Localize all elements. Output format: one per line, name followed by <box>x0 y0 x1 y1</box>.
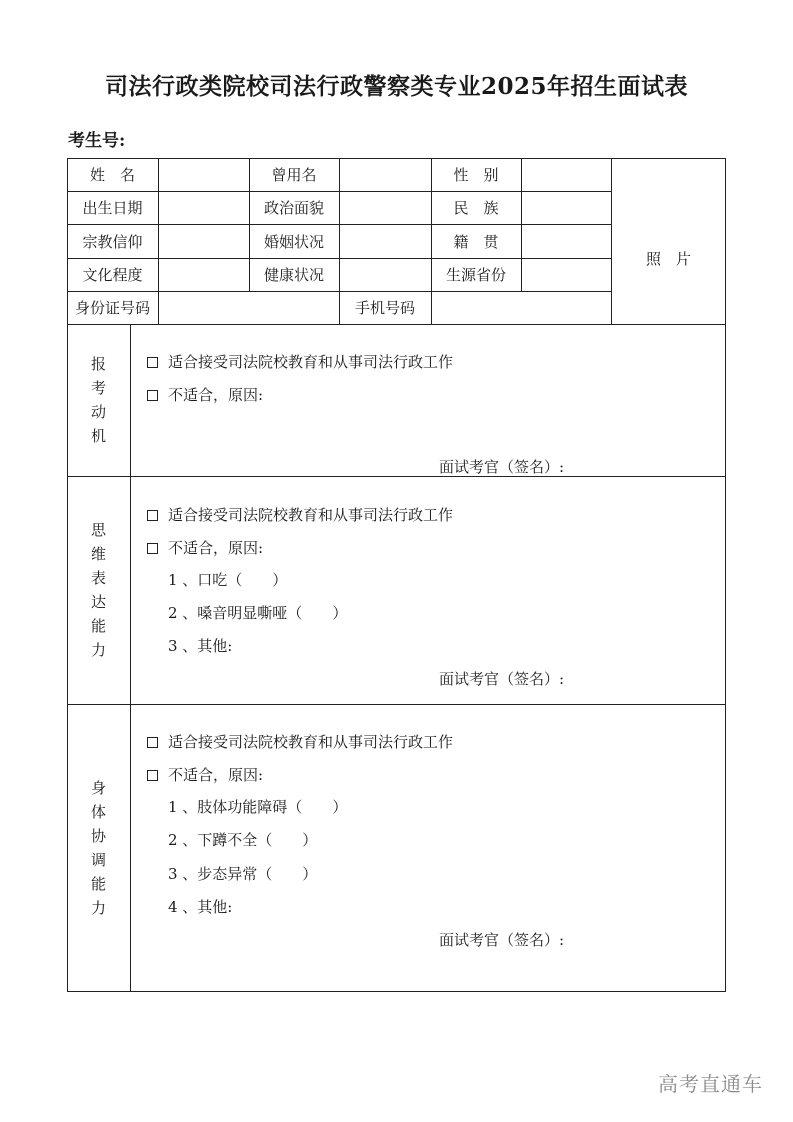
label-former-name: 曾用名 <box>271 166 317 184</box>
label-char: 表 <box>90 569 106 587</box>
label-char: 体 <box>90 803 106 821</box>
label-char: 考 <box>90 379 106 397</box>
checkbox-icon[interactable] <box>147 543 158 554</box>
label-id-number: 身份证号码 <box>74 299 150 317</box>
label-char: 协 <box>90 827 106 845</box>
label-ethnicity: 民 族 <box>453 199 499 217</box>
option-text: 不适合，原因: <box>168 766 264 784</box>
label-char: 思 <box>90 521 106 539</box>
label-char: 动 <box>90 403 106 421</box>
label-marital-status: 婚姻状况 <box>263 232 324 251</box>
coordination-reason-2: 2 、下蹲不全（ ） <box>168 831 318 849</box>
label-char: 身 <box>90 779 106 797</box>
coordination-reason-3: 3 、步态异常（ ） <box>168 865 318 883</box>
coordination-signature: 面试考官（签名）: <box>439 931 565 949</box>
checkbox-icon[interactable] <box>147 390 158 401</box>
coordination-reason-4: 4 、其他: <box>168 898 233 916</box>
label-religion: 宗教信仰 <box>82 232 143 251</box>
expression-signature: 面试考官（签名）: <box>439 670 565 688</box>
col-divider <box>521 158 522 292</box>
expression-reason-1: 1 、口吃（ ） <box>168 571 288 589</box>
option-text: 不适合，原因: <box>168 539 264 557</box>
option-text: 适合接受司法院校教育和从事司法行政工作 <box>168 506 454 524</box>
label-char: 能 <box>90 875 106 893</box>
option-text: 适合接受司法院校教育和从事司法行政工作 <box>168 733 454 751</box>
motivation-suitable-option[interactable] <box>147 352 453 372</box>
coordination-suitable-option[interactable] <box>147 732 453 752</box>
label-char: 维 <box>90 545 106 563</box>
checkbox-icon[interactable] <box>147 770 158 781</box>
checkbox-icon[interactable] <box>147 737 158 748</box>
label-name: 姓 名 <box>89 166 135 184</box>
section-label-coordination <box>67 704 130 992</box>
motivation-unsuitable-option[interactable] <box>147 385 263 405</box>
section-label-expression <box>67 476 130 704</box>
label-char: 力 <box>90 899 106 917</box>
watermark: 高考直通车 <box>658 1072 763 1096</box>
motivation-signature: 面试考官（签名）: <box>439 458 565 476</box>
checkbox-icon[interactable] <box>147 357 158 368</box>
label-birth-date: 出生日期 <box>82 199 143 217</box>
option-text: 不适合，原因: <box>168 386 264 404</box>
section-divider <box>67 476 726 477</box>
label-char: 报 <box>90 355 106 373</box>
option-text: 适合接受司法院校教育和从事司法行政工作 <box>168 353 454 371</box>
label-native-place: 籍 贯 <box>453 232 499 251</box>
label-education: 文化程度 <box>82 266 143 284</box>
label-char: 调 <box>90 851 106 869</box>
section-label-motivation <box>67 324 130 476</box>
label-political-status: 政治面貌 <box>263 199 324 217</box>
label-char: 机 <box>90 427 106 445</box>
photo-box: 照 片 <box>645 249 691 268</box>
col-divider <box>158 158 159 292</box>
label-col-divider <box>130 324 131 992</box>
label-char: 达 <box>90 593 106 611</box>
page-title: 司法行政类院校司法行政警察类专业2025年招生面试表 <box>104 73 688 100</box>
coordination-reason-1: 1 、肢体功能障碍（ ） <box>168 798 348 816</box>
exam-number-label: 考生号: <box>68 131 126 151</box>
label-phone: 手机号码 <box>354 299 415 317</box>
col-divider <box>158 291 159 324</box>
expression-reason-3: 3 、其他: <box>168 637 233 655</box>
label-char: 能 <box>90 617 106 635</box>
coordination-unsuitable-option[interactable] <box>147 765 263 785</box>
expression-suitable-option[interactable] <box>147 505 453 525</box>
expression-unsuitable-option[interactable] <box>147 538 263 558</box>
label-health: 健康状况 <box>263 266 324 284</box>
checkbox-icon[interactable] <box>147 510 158 521</box>
section-divider <box>67 704 726 705</box>
expression-reason-2: 2 、嗓音明显嘶哑（ ） <box>168 604 348 622</box>
label-source-province: 生源省份 <box>445 266 506 284</box>
label-gender: 性 别 <box>453 166 499 184</box>
label-char: 力 <box>90 641 106 659</box>
